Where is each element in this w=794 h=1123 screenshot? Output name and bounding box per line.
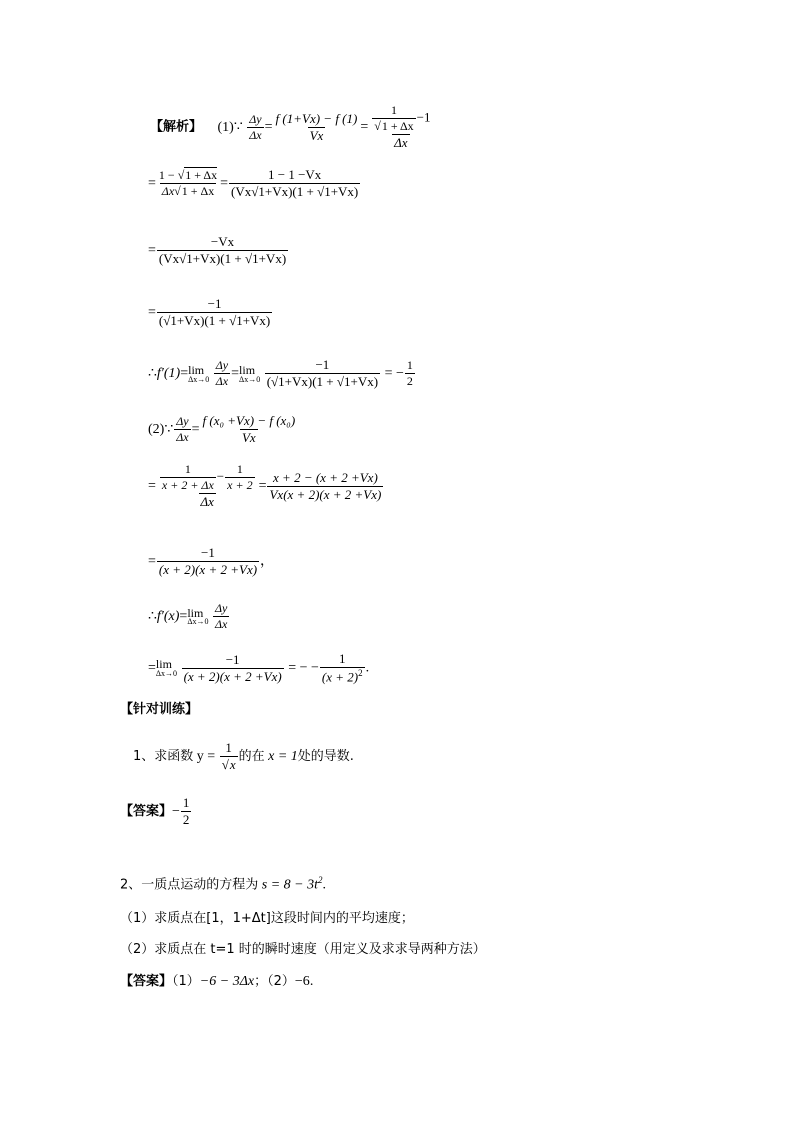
because-symbol: ∵ bbox=[233, 119, 243, 135]
practice-heading: 【针对训练】 bbox=[120, 702, 199, 717]
analysis-line-1: 【解析】 (1)∵ $\frac{\Delta y}{\Delta x}$ = $\frac{f (1+Vx) - f (1)}{Vx}$ = $\frac{1}{√1 + \Delta x}$ −1 Δx bbox=[150, 103, 431, 151]
limit-symbol: lim Δx→0 bbox=[188, 362, 210, 384]
analysis-line-5: ∴f′(1)= lim Δx→0 $\frac{\Delta y}{\Delta x}$ = lim Δx→0 $\frac{-1}{(√1+Vx)(1 + √1+Vx)}$ = − $\frac{1}{2}$ bbox=[148, 357, 413, 390]
line10-fraction: $\frac{-1}{(x + 2)(x + 2 +Vx)}$ bbox=[183, 651, 282, 684]
line8-fraction: $\frac{-1}{(x + 2)(x + 2 +Vx)}$ bbox=[158, 545, 258, 578]
analysis-line-10: = lim Δx→0 $\frac{-1}{(x + 2)(x + 2 +Vx)}$ = − − $\frac{1}{(x + 2)^2}$ . bbox=[148, 651, 370, 685]
line7-rhs-fraction: $\frac{x + 2 - (x + 2 +Vx)}{Vx(x + 2)(x + 2 +Vx)}$ bbox=[269, 469, 382, 502]
question-2-part-2: （2）求质点在 t=1 时的瞬时速度（用定义及求求导两种方法） bbox=[120, 942, 486, 957]
answer-label: 【答案】 bbox=[120, 804, 173, 820]
analysis-line-7: = $\frac{1}{x + 2 + \Delta x}$ − $\frac{1}{x + 2}$ Δx = $\frac{x + 2 - (x + 2 +Vx)}{Vx(x + 2)(x + 2 +Vx)}$ bbox=[148, 462, 382, 510]
analysis-line-8: = $\frac{-1}{(x + 2)(x + 2 +Vx)}$ ， bbox=[148, 545, 275, 578]
line4-fraction: $\frac{-1}{(√1+Vx)(1 + √1+Vx)}$ bbox=[158, 296, 271, 329]
limit-symbol: lim Δx→0 bbox=[239, 362, 261, 384]
line3-fraction: $\frac{-Vx}{(Vx√1+Vx)(1 + √1+Vx)}$ bbox=[158, 234, 287, 267]
line10-result-fraction: $\frac{1}{(x + 2)^2}$ bbox=[321, 651, 363, 685]
answer-2: 【答案】（1）−6 − 3Δx；（2）−6. bbox=[120, 974, 314, 989]
answer-label: 【答案】 bbox=[120, 974, 173, 989]
analysis-label: 【解析】 bbox=[150, 119, 203, 135]
part1-marker: (1) bbox=[217, 119, 234, 135]
question-2: 2、一质点运动的方程为 $s = 8 - 3t^2$. bbox=[120, 875, 327, 893]
analysis-line-6: (2)∵ $\frac{\Delta y}{\Delta x}$ = $\frac{\text{f (x₀ +Vx) − f (x₀)}}{Vx}$ bbox=[148, 413, 296, 446]
dy-dx-fraction: $\frac{\Delta y}{\Delta x}$ bbox=[176, 414, 189, 445]
line5-fraction: $\frac{-1}{(√1+Vx)(1 + √1+Vx)}$ bbox=[266, 357, 379, 390]
result-one-half: $\frac{1}{2}$ bbox=[406, 358, 413, 389]
analysis-line-9: ∴f′(x)= lim Δx→0 $\frac{\Delta y}{\Delta x}$ bbox=[148, 601, 228, 632]
limit-symbol: lim Δx→0 bbox=[187, 605, 209, 627]
analysis-line-4: = $\frac{-1}{(√1+Vx)(1 + √1+Vx)}$ bbox=[148, 296, 271, 329]
difference-quotient: $\frac{f (1+Vx) - f (1)}{Vx}$ bbox=[275, 110, 358, 143]
derivative-general: f′(x) bbox=[156, 608, 180, 624]
compound-fraction: $\frac{1}{x + 2 + \Delta x}$ − $\frac{1}{x + 2}$ Δx bbox=[161, 462, 253, 510]
line2-rhs-fraction: $\frac{1 - 1 -Vx}{(Vx√1+Vx)(1 + √1+Vx)}$ bbox=[231, 167, 359, 200]
question-1: 1、求函数 y = $\frac{1}{√x}$ 的在 x = 1处的导数. bbox=[133, 740, 354, 773]
answer-1-fraction: $\frac{1}{2}$ bbox=[182, 795, 190, 828]
analysis-line-3: = $\frac{-Vx}{(Vx√1+Vx)(1 + √1+Vx)}$ bbox=[148, 234, 287, 267]
question-2-part-1: （1）求质点在[1，1+Δt]这段时间内的平均速度； bbox=[120, 911, 414, 926]
dy-dx-fraction: $\frac{\Delta y}{\Delta x}$ bbox=[215, 358, 229, 389]
derivative-at-1: f′(1) bbox=[156, 366, 181, 382]
analysis-line-2: = $\frac{1 - √1 + \Delta x}{\Delta x√1 + \Delta x}$ = $\frac{1 - 1 -Vx}{(Vx√1+Vx)(1 + √1+Vx)}$ bbox=[148, 167, 359, 200]
dy-dx-fraction: $\frac{\Delta y}{\Delta x}$ bbox=[249, 111, 262, 142]
rationalized-fraction: $\frac{1 - √1 + \Delta x}{\Delta x√1 + \Delta x}$ bbox=[158, 168, 218, 199]
dy-dx-fraction: $\frac{\Delta y}{\Delta x}$ bbox=[214, 601, 228, 632]
limit-symbol: lim Δx→0 bbox=[155, 657, 178, 679]
line6-fraction: $\frac{\text{f (x₀ +Vx) − f (x₀)}}{Vx}$ bbox=[202, 413, 296, 446]
compound-fraction: $\frac{1}{√1 + \Delta x}$ −1 Δx bbox=[374, 103, 431, 151]
q1-function-fraction: $\frac{1}{√x}$ bbox=[221, 740, 236, 773]
answer-1: 【答案】− $\frac{1}{2}$ bbox=[120, 795, 190, 828]
